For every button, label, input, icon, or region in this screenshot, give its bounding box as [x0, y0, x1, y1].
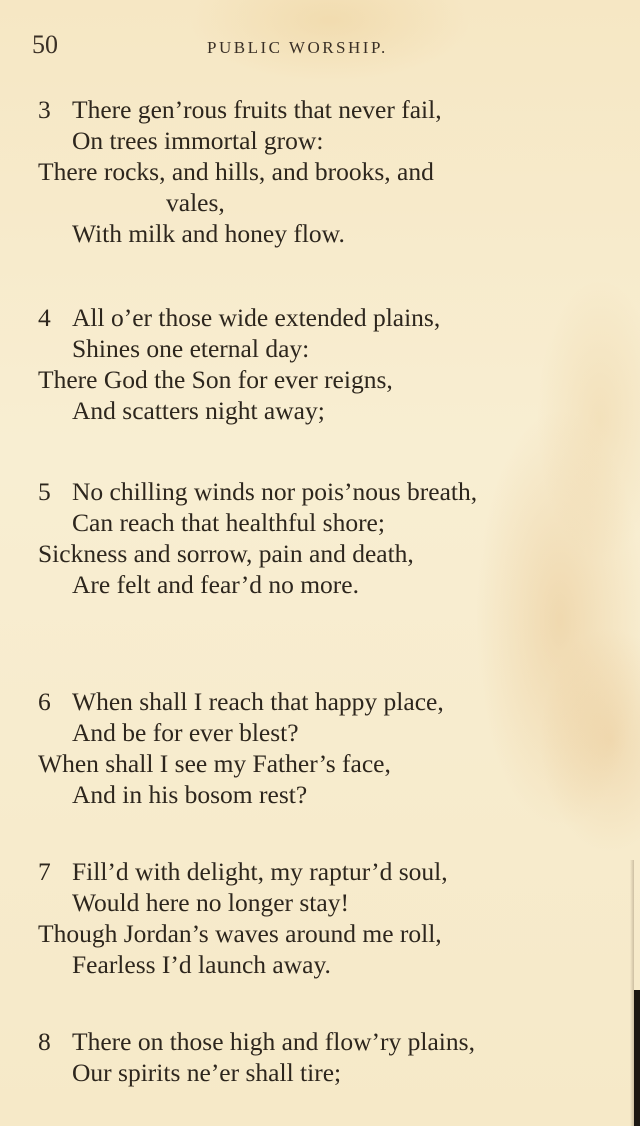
- verse-line: [38, 94, 442, 125]
- verse-line: [38, 476, 477, 507]
- verse-line: [38, 1026, 475, 1057]
- verse-text: Fill’d with delight, my raptur’d soul,: [72, 857, 448, 886]
- verse-text: All o’er those wide extended plains,: [72, 303, 441, 332]
- verse-number: 4: [38, 303, 51, 332]
- verse-line: [38, 538, 477, 569]
- verse-text: And be for ever blest?: [72, 718, 299, 747]
- verse-line: [38, 949, 448, 980]
- verse-line: [38, 333, 440, 364]
- verse-line: [38, 187, 442, 218]
- verse-line: [38, 918, 448, 949]
- verse-text: When shall I reach that happy place,: [72, 687, 444, 716]
- verse-line: [38, 856, 448, 887]
- verse-text: With milk and honey flow.: [72, 219, 345, 248]
- verse-text: There gen’rous fruits that never fail,: [72, 95, 442, 124]
- verse-text: Would here no longer stay!: [72, 888, 349, 917]
- verse-text: No chilling winds nor pois’nous breath,: [72, 477, 478, 506]
- verse-number: 7: [38, 857, 51, 886]
- verse-line: [38, 156, 442, 187]
- verse-line: [38, 302, 440, 333]
- verse-4: [38, 302, 440, 426]
- verse-number: 3: [38, 95, 51, 124]
- verse-line: [38, 364, 440, 395]
- page-header: [32, 30, 608, 66]
- verse-line: [38, 569, 477, 600]
- verse-text: Our spirits ne’er shall tire;: [72, 1058, 342, 1087]
- page-edge: [634, 990, 640, 1126]
- verse-line: [38, 1057, 475, 1088]
- verse-text: When shall I see my Father’s face,: [38, 749, 391, 778]
- page-number: 50: [32, 30, 58, 59]
- verse-number: 8: [38, 1027, 51, 1056]
- verse-text: Though Jordan’s waves around me roll,: [38, 919, 442, 948]
- verse-line: [38, 779, 444, 810]
- verse-text: Can reach that healthful shore;: [72, 508, 385, 537]
- verse-text: Are felt and fear’d no more.: [72, 570, 359, 599]
- verse-number: 6: [38, 687, 51, 716]
- verse-line: [38, 125, 442, 156]
- verse-text: Shines one eternal day:: [72, 334, 310, 363]
- verse-line: [38, 218, 442, 249]
- verse-text: There God the Son for ever reigns,: [38, 365, 393, 394]
- running-head: PUBLIC WORSHIP.: [207, 38, 388, 57]
- verse-line: [38, 887, 448, 918]
- verse-line: [38, 686, 444, 717]
- verse-text-turnover: vales,: [166, 188, 225, 217]
- verse-text: And scatters night away;: [72, 396, 325, 425]
- verse-5: [38, 476, 477, 600]
- verse-7: [38, 856, 448, 980]
- verse-text: There on those high and flow’ry plains,: [72, 1027, 475, 1056]
- verse-number: 5: [38, 477, 51, 506]
- verse-8: [38, 1026, 475, 1088]
- verse-text: On trees immortal grow:: [72, 126, 324, 155]
- verse-line: [38, 748, 444, 779]
- verse-6: [38, 686, 444, 810]
- verse-text: And in his bosom rest?: [72, 780, 308, 809]
- verse-line: [38, 507, 477, 538]
- verse-line: [38, 395, 440, 426]
- verse-text: Sickness and sorrow, pain and death,: [38, 539, 414, 568]
- verse-line: [38, 717, 444, 748]
- verse-text: There rocks, and hills, and brooks, and: [38, 157, 434, 186]
- verse-text: Fearless I’d launch away.: [72, 950, 331, 979]
- verse-3: [38, 94, 442, 249]
